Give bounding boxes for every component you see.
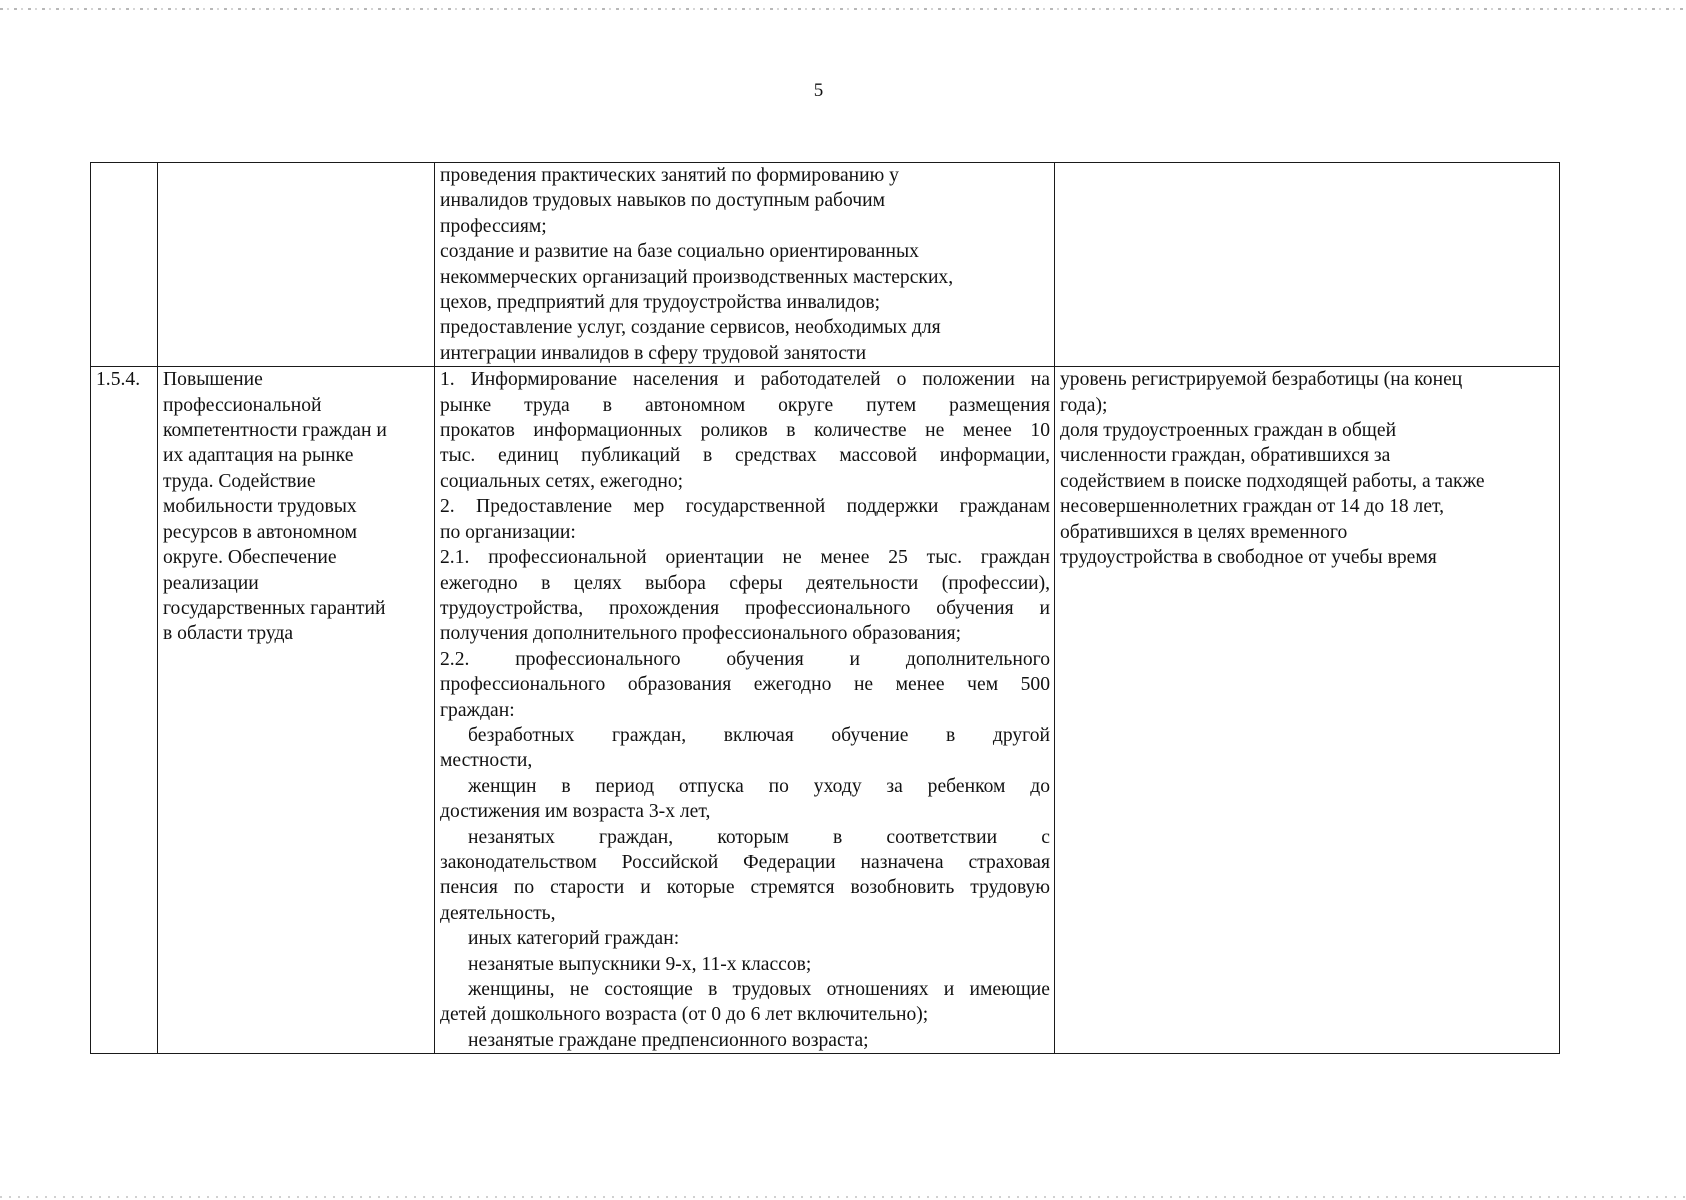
indicator-line: содействием в поиске подходящей работы, а также [1060, 470, 1485, 492]
measures-line: законодательством Российской Федерации назначена страховая [440, 851, 1050, 873]
measures-table [90, 162, 1560, 1054]
measures-cell [435, 367, 1055, 1054]
indicator-line: несовершеннолетних граждан от 14 до 18 лет, [1060, 496, 1445, 518]
title-line: Повышение [163, 369, 263, 391]
measures-line: инвалидов трудовых навыков по доступным рабочим [440, 190, 886, 212]
row-title-cell [158, 367, 435, 1054]
indicator-line: уровень регистрируемой безработицы (на конец [1060, 369, 1463, 391]
measures-line: некоммерческих организаций производственных мастерских, [440, 266, 954, 288]
title-line: округе. Обеспечение [163, 547, 337, 569]
page-number: 5 [813, 80, 824, 101]
title-line: реализации [163, 572, 259, 594]
measures-line: достижения им возраста 3-х лет, [440, 801, 711, 823]
title-line: труда. Содействие [163, 470, 316, 492]
measures-line: проведения практических занятий по формированию у [440, 165, 899, 186]
measures-line: рынке труда в автономном округе путем размещения [440, 394, 1050, 416]
measures-line: прокатов информационных роликов в количестве не менее 10 [440, 420, 1050, 442]
indicator-line: года); [1060, 394, 1108, 416]
indicators-cell [1055, 163, 1560, 367]
title-line: их адаптация на рынке [163, 445, 354, 467]
row-number-cell [91, 163, 158, 367]
measures-line: безработных граждан, включая обучение в другой [468, 724, 1050, 746]
measures-line: 1. Информирование населения и работодателей о положении на [440, 369, 1050, 391]
measures-line: женщины, не состоящие в трудовых отношениях и имеющие [468, 979, 1050, 1000]
measures-line: предоставление услуг, создание сервисов, необходимых для [440, 317, 941, 339]
measures-line: граждан: [440, 699, 515, 721]
indicator-line: доля трудоустроенных граждан в общей [1060, 420, 1397, 442]
measures-line: получения дополнительного профессионального образования; [440, 623, 962, 645]
scan-edge-top [0, 8, 1686, 10]
measures-line: женщин в период отпуска по уходу за ребенком до [468, 775, 1050, 797]
measures-line: социальных сетях, ежегодно; [440, 470, 684, 492]
measures-line: тыс. единиц публикаций в средствах массовой информации, [440, 445, 1050, 467]
title-line: компетентности граждан и [163, 420, 387, 442]
measures-line: профессионального образования ежегодно не менее чем 500 [440, 674, 1050, 696]
measures-line: ежегодно в целях выбора сферы деятельности (профессии), [440, 572, 1050, 594]
measures-line: 2.2. профессионального обучения и дополнительного [440, 648, 1050, 670]
measures-line: пенсия по старости и которые стремятся возобновить трудовую [440, 877, 1050, 899]
measures-line: профессиям; [440, 215, 547, 237]
measures-line: деятельность, [440, 902, 556, 924]
measures-line: по организации: [440, 521, 576, 543]
measures-line: незанятых граждан, которым в соответствии с [468, 826, 1050, 848]
measures-line: интеграции инвалидов в сферу трудовой занятости [440, 342, 867, 364]
measures-line: иных категорий граждан: [468, 928, 680, 950]
table-row-1-5-4 [91, 367, 1560, 1054]
title-line: государственных гарантий [163, 597, 386, 619]
indicators-cell [1055, 367, 1560, 1054]
title-line: мобильности трудовых [163, 496, 357, 518]
row-title-cell [158, 163, 435, 367]
measures-line: детей дошкольного возраста (от 0 до 6 лет включительно); [440, 1004, 929, 1026]
scan-edge-bottom [0, 1196, 1686, 1198]
indicator-line: численности граждан, обратившихся за [1060, 445, 1391, 467]
row-number-cell: 1.5.4. [91, 367, 158, 1054]
measures-line: местности, [440, 750, 533, 772]
measures-line: создание и развитие на базе социально ориентированных [440, 241, 919, 263]
measures-line: трудоустройства, прохождения профессионального обучения и [440, 597, 1050, 619]
measures-line: 2. Предоставление мер государственной поддержки гражданам [440, 496, 1050, 518]
title-line: профессиональной [163, 394, 322, 416]
title-line: ресурсов в автономном [163, 521, 357, 543]
measures-cell [435, 163, 1055, 367]
indicator-line: обратившихся в целях временного [1060, 521, 1348, 543]
indicator-line: трудоустройства в свободное от учебы время [1060, 547, 1437, 569]
measures-line: незанятые выпускники 9-х, 11-х классов; [468, 953, 812, 975]
measures-line: незанятые граждане предпенсионного возраста; [468, 1029, 869, 1051]
measures-line: цехов, предприятий для трудоустройства инвалидов; [440, 292, 881, 314]
measures-line: 2.1. профессиональной ориентации не менее 25 тыс. граждан [440, 547, 1050, 569]
title-line: в области труда [163, 623, 294, 645]
table-row-continued [91, 163, 1560, 367]
